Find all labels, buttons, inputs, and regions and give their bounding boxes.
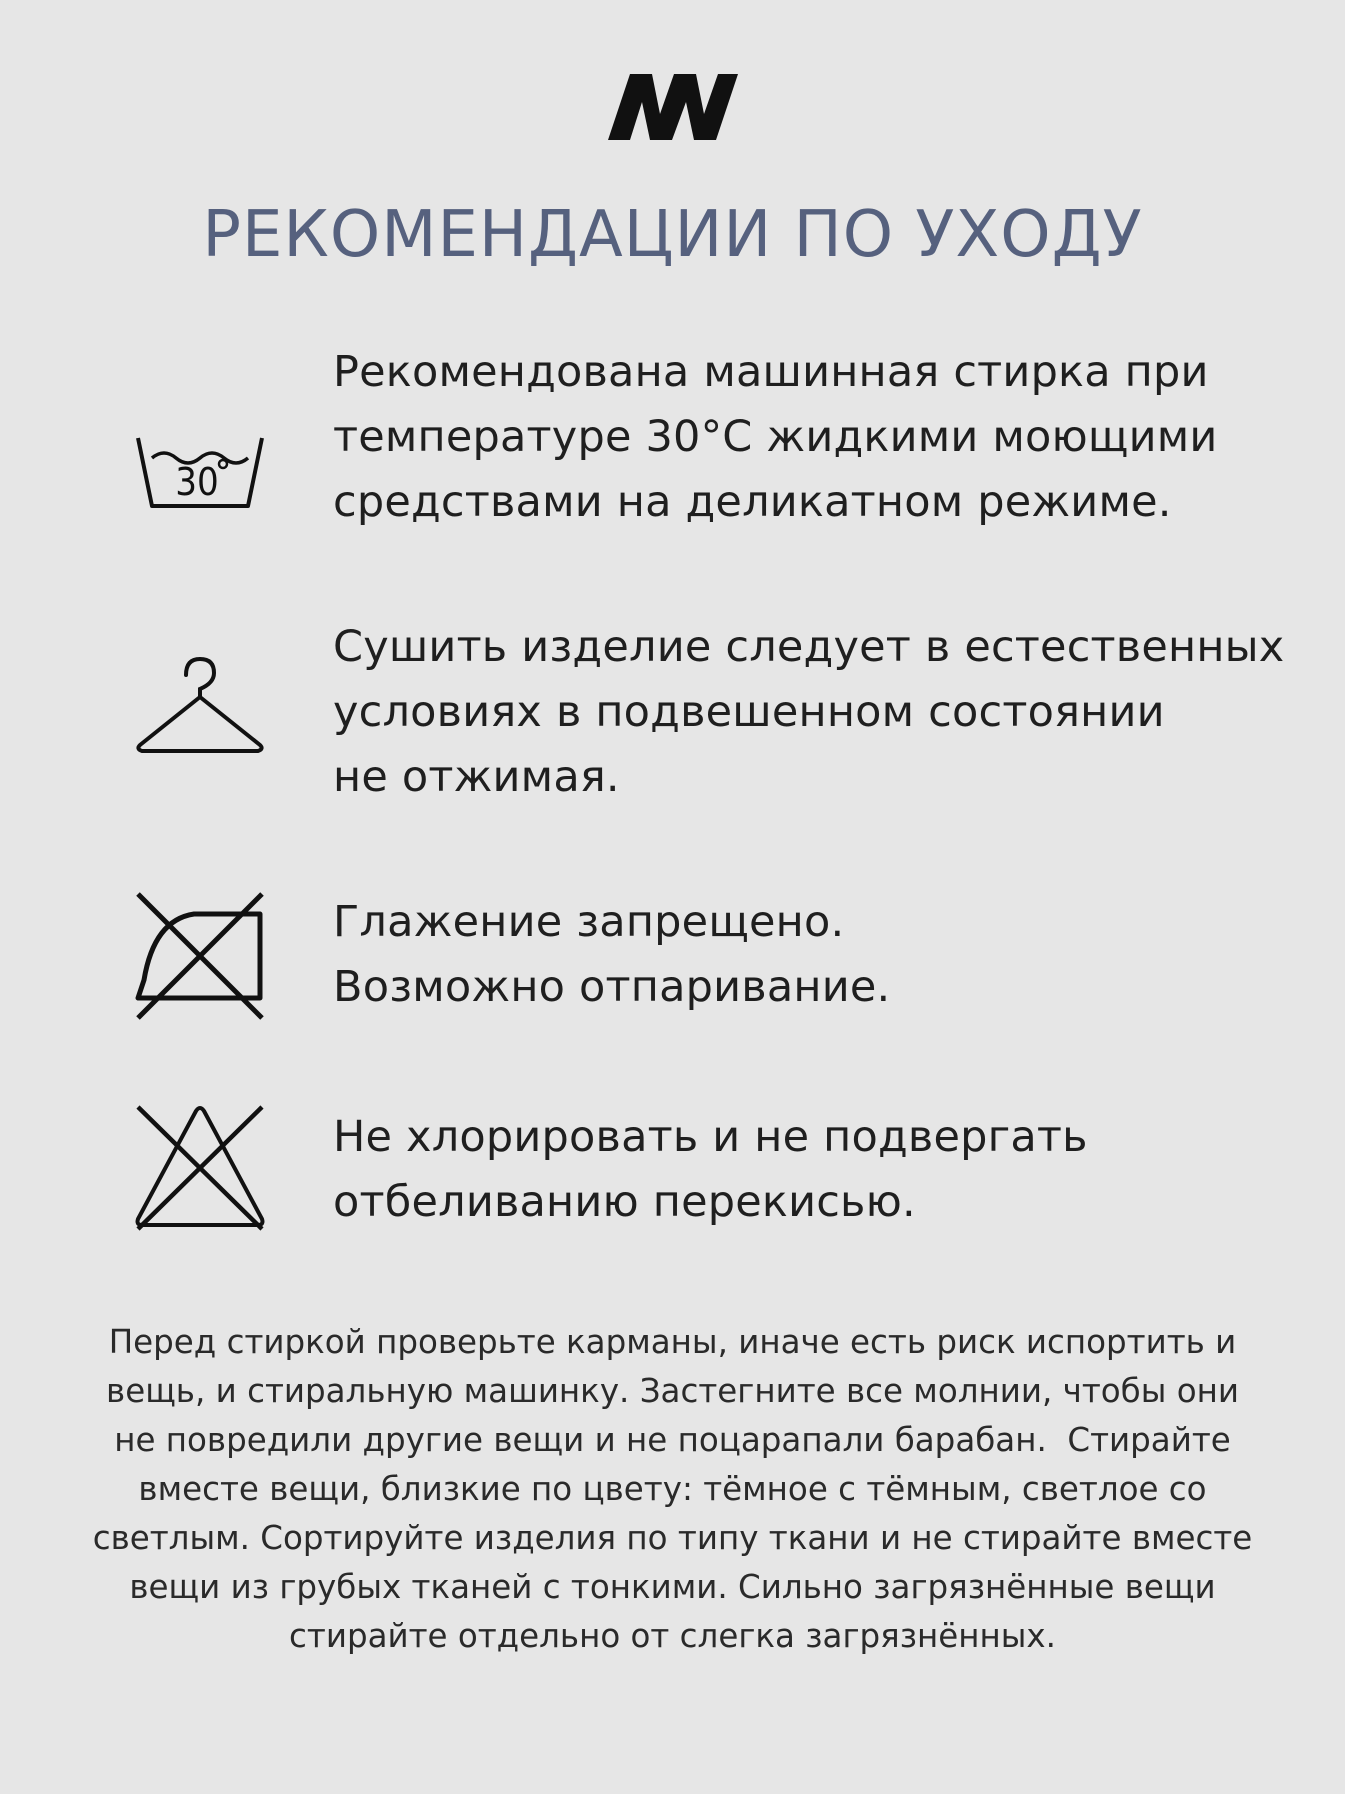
page-title: РЕКОМЕНДАЦИИ ПО УХОДУ [202, 198, 1143, 272]
wash-30-icon [134, 388, 266, 520]
notes-line: стирайте отдельно от слегка загрязнённых. [289, 1617, 1056, 1655]
care-item-iron [0, 890, 1345, 1030]
brand-logo [608, 74, 738, 140]
no-iron-icon [134, 890, 266, 1022]
no-bleach-icon [134, 1103, 266, 1235]
notes-line: вместе вещи, близкие по цвету: тёмное с тёмным, светлое со [138, 1470, 1207, 1508]
care-text-bleach [333, 1105, 1333, 1235]
care-line: Сушить изделие следует в естественных [333, 622, 1285, 672]
care-item-bleach [0, 1105, 1345, 1245]
notes-line: светлым. Сортируйте изделия по типу ткани и не стирайте вместе [92, 1519, 1253, 1557]
care-text-iron [333, 890, 1333, 1020]
care-text-dry [333, 615, 1333, 810]
care-line: средствами на деликатном режиме. [333, 477, 1172, 527]
wash-temp-label: 30 [175, 460, 219, 504]
mw-logo-icon [608, 74, 738, 140]
washing-notes [60, 1318, 1285, 1661]
care-text-wash [333, 340, 1333, 535]
care-line: Возможно отпаривание. [333, 962, 891, 1012]
care-line: Рекомендована машинная стирка при [333, 347, 1209, 397]
care-line: Глажение запрещено. [333, 897, 845, 947]
care-line: не отжимая. [333, 752, 620, 802]
care-line: Не хлорировать и не подвергать [333, 1112, 1088, 1162]
notes-line: не повредили другие вещи и не поцарапали барабан. Стирайте [114, 1421, 1231, 1459]
notes-line: вещи из грубых тканей с тонкими. Сильно загрязнённые вещи [129, 1568, 1216, 1606]
care-line: условиях в подвешенном состоянии [333, 687, 1165, 737]
care-line: температуре 30°С жидкими моющими [333, 412, 1218, 462]
hanger-icon [134, 653, 266, 785]
care-line: отбеливанию перекисью. [333, 1177, 916, 1227]
notes-line: Перед стиркой проверьте карманы, иначе есть риск испортить и [108, 1323, 1237, 1361]
notes-line: вещь, и стиральную машинку. Застегните все молнии, чтобы они [106, 1372, 1239, 1410]
care-item-wash [0, 340, 1345, 540]
care-item-dry [0, 615, 1345, 815]
